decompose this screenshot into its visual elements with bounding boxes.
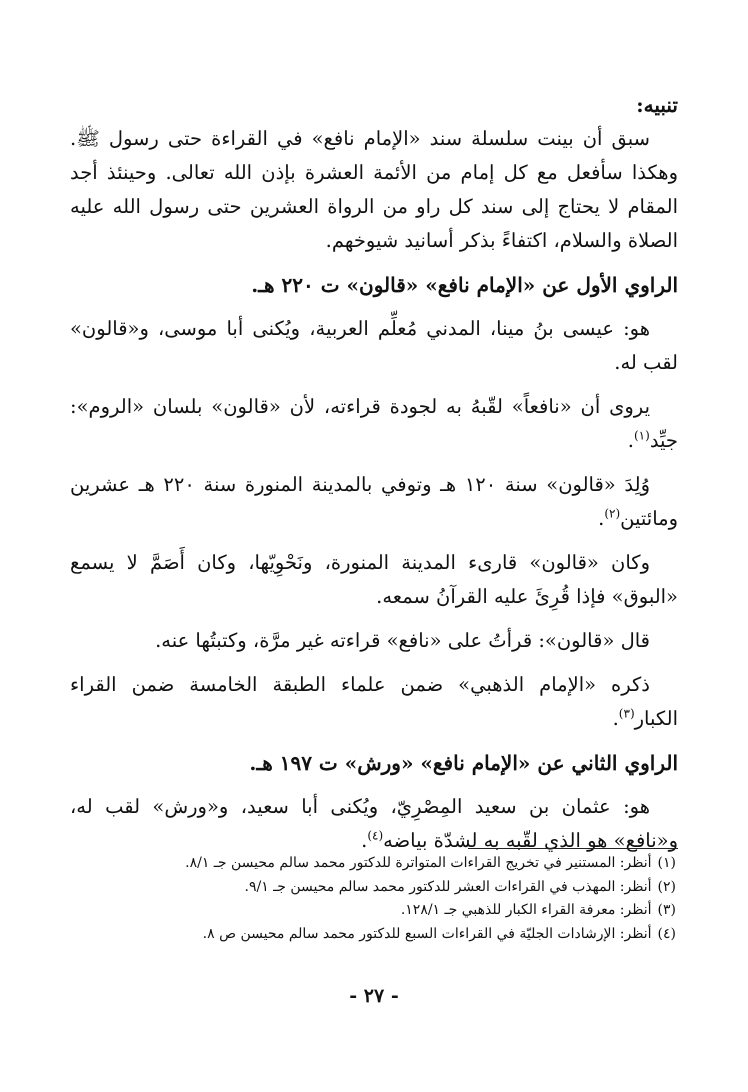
page-number: - ٢٧ - bbox=[349, 985, 399, 1007]
rawi1-paragraph-3-end: . bbox=[598, 507, 605, 530]
footnote-ref-4: (٤) bbox=[367, 828, 384, 843]
rawi1-paragraph-6 bbox=[70, 668, 678, 736]
rawi1-paragraph-2 bbox=[70, 390, 678, 458]
footnote-item bbox=[70, 876, 676, 900]
footnote-item bbox=[70, 899, 676, 923]
rawi2-paragraph-1-end: . bbox=[361, 829, 368, 852]
rawi1-paragraph-5: قال «قالون»: قرأتُ على «نافع» قراءته غير مرَّة، وكتبتُها عنه. bbox=[155, 629, 650, 652]
rawi1-paragraph-2-text: يروى أن «نافعاً» لقّبهُ به لجودة قراءته، لأن «قالون» بلسان «الروم»: جيِّد bbox=[70, 395, 678, 452]
intro-paragraph: سبق أن بينت سلسلة سند «الإمام نافع» في القراءة حتى رسول ﷺ. وهكذا سأفعل مع كل إمام من الأئمة العشرة بإذن الله تعالى. وحينئذ أجد المقام لا يحتاج إلى سند كل راو من الرواة العشرين حتى رسول الله عليه الصلاة والسلام، اكتفاءً بذكر أسانيد شيوخهم. bbox=[70, 127, 678, 252]
rawi1-paragraph-2-end: . bbox=[627, 429, 634, 452]
note-heading: تنبيه: bbox=[636, 93, 678, 117]
footnote-item bbox=[70, 852, 676, 876]
rawi1-paragraph-3-text: وُلِدَ «قالون» سنة ١٢٠ هـ وتوفي بالمدينة المنورة سنة ٢٢٠ هـ عشرين ومائتين bbox=[70, 473, 678, 530]
rawi1-paragraph-1: هو: عيسى بنُ مينا، المدني مُعلِّم العربية، ويُكنى أبا موسى، و«قالون» لقب له. bbox=[70, 317, 678, 374]
footnote-ref-2: (٢) bbox=[604, 506, 621, 521]
footnote-number: (٢) bbox=[657, 878, 676, 895]
rawi1-paragraph-6-end: . bbox=[612, 707, 619, 730]
rawi1-paragraph-3 bbox=[70, 468, 678, 536]
rawi1-paragraph-4: وكان «قالون» قارىء المدينة المنورة، ونَحْوِيّها، وكان أَصَمَّ لا يسمع «البوق» فإذا قُرِئَ عليه القرآنُ سمعه. bbox=[70, 551, 678, 608]
footnote-number: (١) bbox=[657, 855, 676, 871]
footnote-text: أنظر: المستنير في تخريج القراءات المتواترة للدكتور محمد سالم محيسن جـ ٨/١. bbox=[185, 855, 652, 871]
rawi1-heading: الراوي الأول عن «الإمام نافع» «قالون» ت ٢٢٠ هـ. bbox=[251, 273, 678, 297]
footnote-ref-1: (١) bbox=[633, 428, 650, 443]
footnote-text: أنظر: المهذب في القراءات العشر للدكتور محمد سالم محيسن جـ ٩/١. bbox=[244, 878, 652, 895]
footnotes bbox=[70, 852, 676, 946]
footnote-number: (٣) bbox=[657, 902, 676, 918]
footnote-number: (٤) bbox=[657, 925, 676, 942]
footnote-item bbox=[70, 923, 676, 947]
rawi2-heading: الراوي الثاني عن «الإمام نافع» «ورش» ت ١٩٧ هـ. bbox=[249, 751, 678, 775]
rawi2-paragraph-1-text: هو: عثمان بن سعيد المِصْرِيّ، ويُكنى أبا سعيد، و«ورش» لقب له، و«نافع» هو الذي لقّبه به لشدّة بياضه bbox=[70, 795, 678, 852]
footnote-text: أنظر: معرفة القراء الكبار للذهبي جـ ١٢٨/١. bbox=[400, 902, 652, 918]
footnote-text: أنظر: الإرشادات الجليّة في القراءات السبع للدكتور محمد سالم محيسن ص ٨. bbox=[202, 925, 652, 942]
footnote-ref-3: (٣) bbox=[618, 706, 635, 721]
rawi1-paragraph-6-text: ذكره «الإمام الذهبي» ضمن علماء الطبقة الخامسة ضمن القراء الكبار bbox=[70, 673, 678, 730]
footnote-divider bbox=[468, 848, 678, 849]
